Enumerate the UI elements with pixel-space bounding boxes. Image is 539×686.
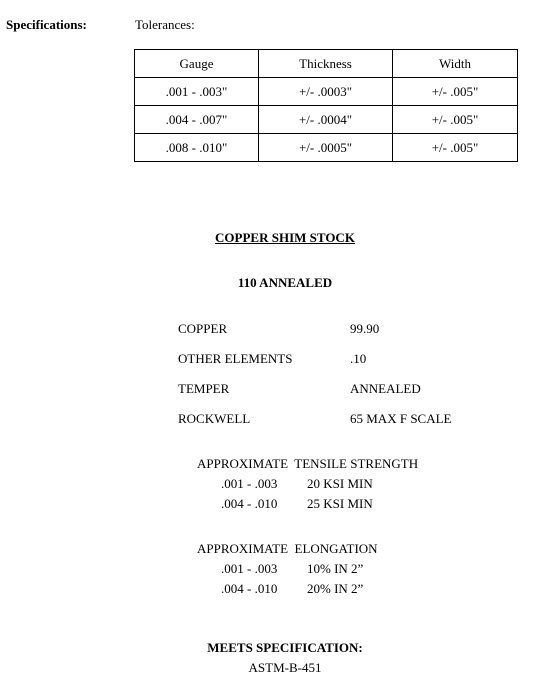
header-thickness: Thickness (259, 50, 393, 78)
tolerances-label: Tolerances: (135, 17, 195, 32)
property-value: ANNEALED (350, 381, 421, 396)
tensile-range: .004 - .010 (221, 496, 278, 511)
property-value: .10 (350, 351, 367, 366)
property-value: 99.90 (350, 321, 380, 336)
document-title: COPPER SHIM STOCK (215, 230, 355, 245)
tensile-range: .001 - .003 (221, 476, 278, 491)
elongation-range: .001 - .003 (221, 561, 278, 576)
elongation-value: 10% IN 2” (307, 561, 364, 576)
tensile-value: 20 KSI MIN (307, 476, 373, 491)
header-width: Width (393, 50, 518, 78)
tensile-value: 25 KSI MIN (307, 496, 373, 511)
elongation-range: .004 - .010 (221, 581, 278, 596)
table-row (135, 106, 518, 134)
gauge-cell: .008 - .010" (135, 134, 259, 162)
tensile-heading: APPROXIMATE TENSILE STRENGTH (197, 456, 419, 471)
thickness-cell: +/- .0003" (259, 78, 393, 106)
specifications-label: Specifications: (6, 17, 87, 32)
width-cell: +/- .005" (393, 78, 518, 106)
elongation-heading: APPROXIMATE ELONGATION (197, 541, 378, 556)
tolerance-table (134, 49, 518, 162)
width-cell: +/- .005" (393, 134, 518, 162)
gauge-cell: .001 - .003" (135, 78, 259, 106)
gauge-cell: .004 - .007" (135, 106, 259, 134)
property-label: COPPER (178, 321, 228, 336)
width-cell: +/- .005" (393, 106, 518, 134)
table-header-row (135, 50, 518, 78)
thickness-cell: +/- .0005" (259, 134, 393, 162)
property-label: TEMPER (178, 381, 230, 396)
meets-specification-label: MEETS SPECIFICATION: (207, 640, 363, 655)
thickness-cell: +/- .0004" (259, 106, 393, 134)
property-label: ROCKWELL (178, 411, 251, 426)
table-row (135, 134, 518, 162)
property-label: OTHER ELEMENTS (178, 351, 293, 366)
document-subtitle: 110 ANNEALED (237, 275, 333, 290)
table-row (135, 78, 518, 106)
specification-code: ASTM-B-451 (248, 660, 322, 675)
elongation-value: 20% IN 2” (307, 581, 364, 596)
property-value: 65 MAX F SCALE (350, 411, 452, 426)
header-gauge: Gauge (135, 50, 259, 78)
